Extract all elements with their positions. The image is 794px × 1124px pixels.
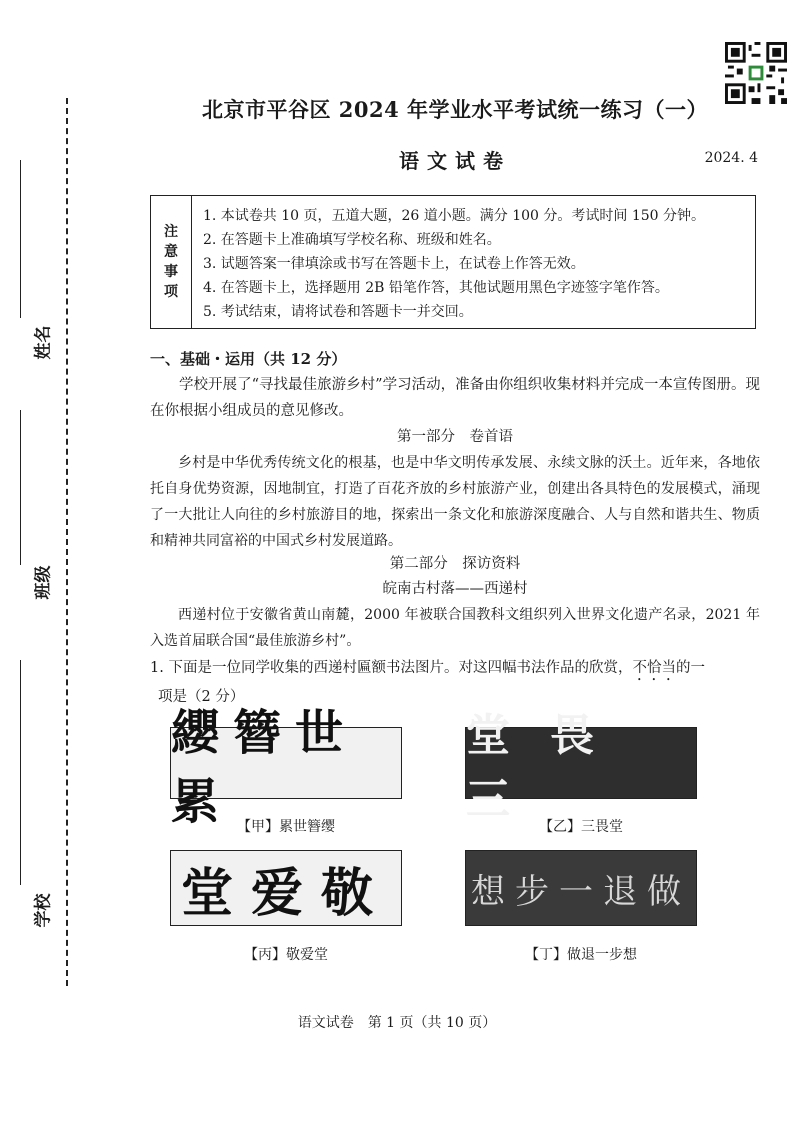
plaque-bing (170, 850, 402, 926)
question-1-text-end: 的一 (675, 660, 705, 676)
notice-label-char: 意 (164, 244, 178, 260)
plaque-bing-calligraphy: 堂爱敬 (180, 862, 391, 924)
notice-item: 5. 考试结束，请将试卷和答题卡一并交回。 (203, 304, 473, 320)
notice-items (203, 204, 747, 324)
section-intro (150, 372, 760, 424)
class-underline (20, 410, 21, 565)
name-label: 姓名 (33, 325, 54, 360)
part1-title: 第一部分 卷首语 (397, 429, 513, 445)
school-underline (20, 660, 21, 885)
section-heading-text: 一、基础・运用（共 12 分） (150, 350, 347, 368)
part2-subtitle: 皖南古村落——西递村 (382, 581, 528, 597)
part1-text-body: 乡村是中华优秀传统文化的根基，也是中华文明传承发展、永续文脉的沃土。近年来，各地依托自身优势资源，因地制宜，打造了百花齐放的乡村旅游产业，创建出各具特色的发展模式，涌现了一大批让人向往的乡村旅游目的地，探索出一条文化和旅游深度融合、人与自然和谐共生、物质和精神共同富裕的中国式乡村发展道路。 (150, 455, 760, 549)
class-label: 班级 (33, 565, 54, 600)
binding-line (66, 98, 68, 986)
plaque-ding-caption: 【丁】做退一步想 (525, 947, 637, 963)
exam-title: 北京市平谷区 2024 年学业水平考试统一练习（一） (201, 97, 709, 122)
plaque-yi-calligraphy: 堂畏三 (466, 710, 634, 825)
plaque-jia-calligraphy: 纓簪世累 (171, 705, 358, 830)
plaque-ding-calligraphy: 想步一退做 (471, 871, 691, 912)
question-1-emphasis: 不恰当 (632, 660, 676, 676)
page-footer: 语文试卷 第 1 页（共 10 页） (297, 1015, 497, 1031)
notice-item: 4. 在答题卡上，选择题用 2B 铅笔作答，其他试题用黑色字迹签字笔作答。 (203, 280, 669, 296)
school-label: 学校 (33, 893, 54, 928)
notice-item: 3. 试题答案一律填涂或书写在答题卡上，在试卷上作答无效。 (203, 256, 585, 272)
part1-text (150, 450, 760, 554)
plaque-yi-caption: 【乙】三畏堂 (539, 819, 623, 835)
notice-label-char: 项 (164, 284, 178, 300)
exam-date: 2024. 4 (704, 150, 758, 166)
question-1-line2: 项是（2 分） (158, 689, 245, 705)
plaque-jia-caption: 【甲】累世簪缨 (237, 819, 335, 835)
part2-text (150, 602, 760, 654)
part2-title: 第二部分 探访资料 (389, 556, 521, 572)
notice-label-char: 注 (164, 224, 178, 240)
name-underline (20, 160, 21, 318)
notice-box (150, 195, 756, 329)
part2-text-body: 西递村位于安徽省黄山南麓，2000 年被联合国教科文组织列入世界文化遗产名录，2021 年入选首届联合国“最佳旅游乡村”。 (150, 607, 760, 649)
exam-subtitle: 语文试卷 (399, 149, 511, 173)
section-intro-text: 学校开展了“寻找最佳旅游乡村”学习活动，准备由你组织收集材料并完成一本宣传图册。现在你根据小组成员的意见修改。 (150, 377, 760, 419)
notice-label (151, 196, 192, 328)
notice-label-char: 事 (164, 264, 178, 280)
plaque-bing-caption: 【丙】敬爱堂 (244, 947, 328, 963)
section-heading (150, 348, 760, 369)
question-1-text: 1. 下面是一位同学收集的西递村匾额书法图片。对这四幅书法作品的欣赏， (150, 660, 633, 676)
notice-item: 1. 本试卷共 10 页，五道大题，26 道小题。满分 100 分。考试时间 150 分钟。 (203, 208, 706, 224)
plaque-ding (465, 850, 697, 926)
question-1-line1 (150, 655, 760, 684)
plaque-yi (465, 710, 697, 825)
notice-item: 2. 在答题卡上准确填写学校名称、班级和姓名。 (203, 232, 501, 248)
